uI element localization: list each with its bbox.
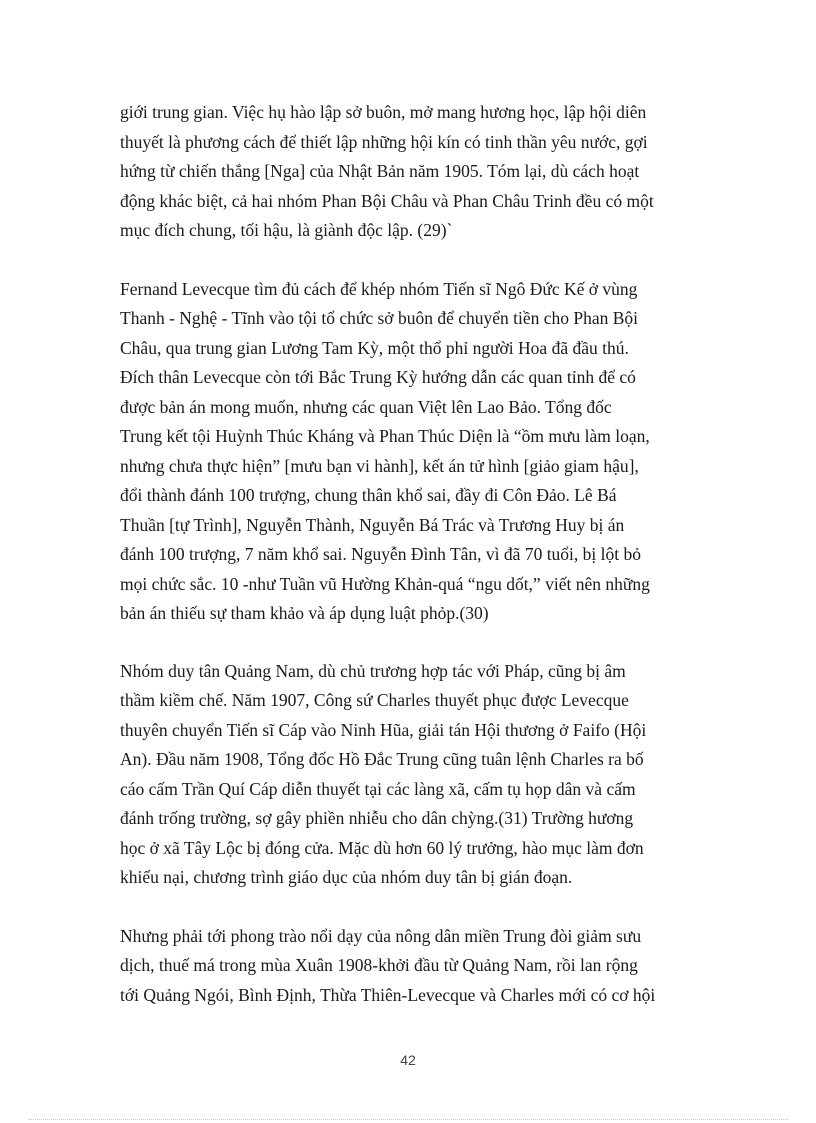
text-line: Nhóm duy tân Quảng Nam, dù chủ trương hợp tác với Pháp, cũng bị âm (120, 660, 626, 681)
paragraph-3 (120, 657, 700, 893)
text-line: bản án thiếu sự tham khảo và áp dụng luật phỏp.(30) (120, 603, 489, 623)
text-line: tới Quảng Ngói, Bình Định, Thừa Thiên-Levecque và Charles mới có cơ hội (120, 984, 656, 1005)
text-line: dịch, thuế má trong mùa Xuân 1908-khởi đầu từ Quảng Nam, rồi lan rộng (120, 955, 638, 975)
text-line: học ở xã Tây Lộc bị đóng cửa. Mặc dù hơn 60 lý trưởng, hào mục làm đơn (120, 837, 644, 858)
text-line: An). Đầu năm 1908, Tổng đốc Hồ Đắc Trung cũng tuân lệnh Charles ra bố (120, 749, 644, 769)
text-line: thuyên chuyển Tiến sĩ Cáp vào Ninh Hũa, giải tán Hội thương ở Faifo (Hội (120, 719, 647, 740)
paragraph-1 (120, 98, 700, 246)
text-line: Trung kết tội Huỳnh Thúc Kháng và Phan Thúc Diện là “ồm mưu làm loạn, (120, 426, 650, 446)
text-line: khiếu nại, chương trình giáo dục của nhóm duy tân bị gián đoạn. (120, 867, 573, 887)
text-line: được bản án mong muốn, nhưng các quan Việt lên Lao Bảo. Tổng đốc (120, 396, 612, 417)
text-line: mọi chức sắc. 10 -như Tuần vũ Hường Khản-quá “ngu dốt,” viết nên những (120, 573, 650, 594)
text-line: Đích thân Levecque còn tới Bắc Trung Kỳ hướng dẫn các quan tỉnh để có (120, 367, 636, 387)
text-line: mục đích chung, tối hậu, là giành độc lập. (29)` (120, 220, 453, 240)
text-line: đánh 100 trượng, 7 năm khổ sai. Nguyễn Đình Tân, vì đã 70 tuổi, bị lột bỏ (120, 544, 642, 564)
text-line: đổi thành đánh 100 trượng, chung thân khổ sai, đầy đi Côn Đảo. Lê Bá (120, 485, 617, 505)
text-line: nhưng chưa thực hiện” [mưu bạn vi hành], kết án tử hình [giảo giam hậu], (120, 455, 639, 476)
text-line: thầm kiềm chế. Năm 1907, Công sứ Charles thuyết phục được Levecque (120, 690, 629, 710)
paragraph-4 (120, 922, 700, 1011)
text-line: Châu, qua trung gian Lương Tam Kỳ, một thổ phỉ người Hoa đã đầu thú. (120, 337, 629, 358)
text-line: Fernand Levecque tìm đủ cách để khép nhóm Tiến sĩ Ngô Đức Kế ở vùng (120, 278, 638, 299)
page-body (120, 98, 700, 1010)
text-line: Thanh - Nghệ - Tĩnh vào tội tổ chức sở buôn để chuyển tiền cho Phan Bội (120, 308, 639, 328)
page-bottom-divider (28, 1119, 788, 1120)
text-line: giới trung gian. Việc hụ hào lập sở buôn, mở mang hương học, lập hội diên (120, 102, 647, 122)
text-line: động khác biệt, cả hai nhóm Phan Bội Châu và Phan Châu Trinh đều có một (120, 190, 654, 211)
page-number: 42 (400, 1052, 416, 1068)
text-line: Thuần [tự Trình], Nguyễn Thành, Nguyễn Bá Trác và Trương Huy bị án (120, 514, 625, 535)
text-line: hứng từ chiến thắng [Nga] của Nhật Bản năm 1905. Tóm lại, dù cách hoạt (120, 161, 640, 181)
text-line: cáo cấm Trần Quí Cáp diễn thuyết tại các làng xã, cấm tụ họp dân và cấm (120, 778, 636, 799)
text-line: thuyết là phương cách để thiết lập những hội kín có tinh thần yêu nước, gợi (120, 131, 648, 152)
text-line: Nhưng phải tới phong trào nổi dạy của nông dân miền Trung đòi giảm sưu (120, 925, 642, 946)
text-line: đánh trống trường, sợ gây phiền nhiễu cho dân chỳng.(31) Trường hương (120, 808, 634, 828)
paragraph-2 (120, 275, 700, 629)
